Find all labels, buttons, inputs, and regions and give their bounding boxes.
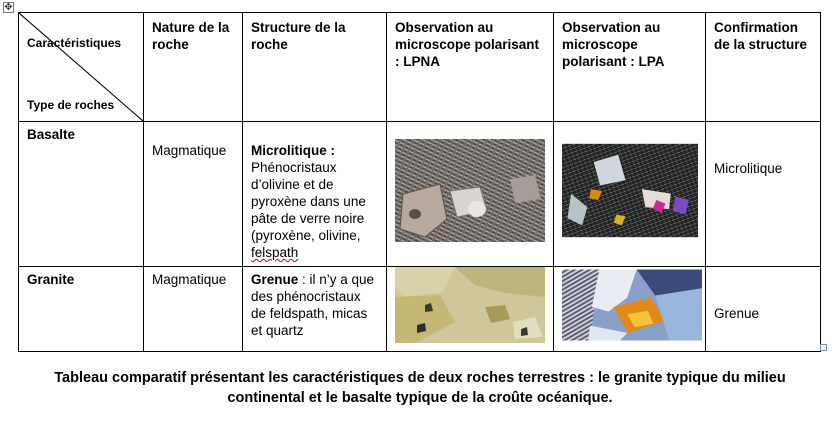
row-name-granite: Granite (19, 267, 144, 352)
nature-granite: Magmatique (144, 267, 243, 352)
diagonal-header-cell (19, 13, 144, 122)
structure-text-granite: : il n’y a que des phénocristaux de feldspath, micas et quartz (251, 272, 375, 338)
structure-granite (243, 267, 387, 352)
structure-basalte (243, 122, 387, 267)
structure-text-basalte: Phénocristaux d’olivine et de pyroxène dans une pâte de verre noire (pyroxène, olivine, (251, 160, 366, 243)
table-caption (0, 368, 840, 408)
rock-type-label: Type de roches (27, 98, 115, 112)
header-confirmation: Confirmation de la structure (706, 13, 821, 122)
structure-title-granite: Grenue (251, 272, 299, 287)
confirmation-granite: Grenue (706, 267, 821, 352)
granite-lpa-micrograph (562, 267, 702, 343)
caption-line-2: continental et le basalte typique de la croûte océanique. (227, 390, 613, 406)
lpna-cell-basalte (387, 122, 554, 267)
table-row-granite (19, 267, 821, 352)
comparison-table (18, 12, 821, 352)
basalt-lpa-micrograph (562, 139, 698, 242)
table-row-basalte (19, 122, 821, 267)
table-header-row (19, 13, 821, 122)
table-resize-handle[interactable] (820, 344, 827, 351)
header-structure: Structure de la roche (243, 13, 387, 122)
lpa-cell-basalte (554, 122, 706, 267)
basalt-lpna-micrograph (395, 139, 545, 242)
row-name-basalte: Basalte (19, 122, 144, 267)
header-nature: Nature de la roche (144, 13, 243, 122)
confirmation-basalte: Microlitique (706, 122, 821, 267)
structure-last-basalte: felspath (251, 245, 299, 260)
structure-title-basalte: Microlitique : (251, 143, 335, 158)
header-lpa: Observation au microscope polarisant : LPA (554, 13, 706, 122)
lpna-cell-granite (387, 267, 554, 352)
granite-lpna-micrograph (395, 267, 545, 343)
caption-line-1: Tableau comparatif présentant les caractéristiques de deux roches terrestres : le granite typique du milieu (54, 370, 786, 386)
header-lpna: Observation au microscope polarisant : LPNA (387, 13, 554, 122)
lpa-cell-granite (554, 267, 706, 352)
table-move-handle-icon[interactable]: ✥ (4, 2, 13, 13)
characteristics-label: Caractéristiques (27, 36, 122, 50)
nature-basalte: Magmatique (144, 122, 243, 267)
